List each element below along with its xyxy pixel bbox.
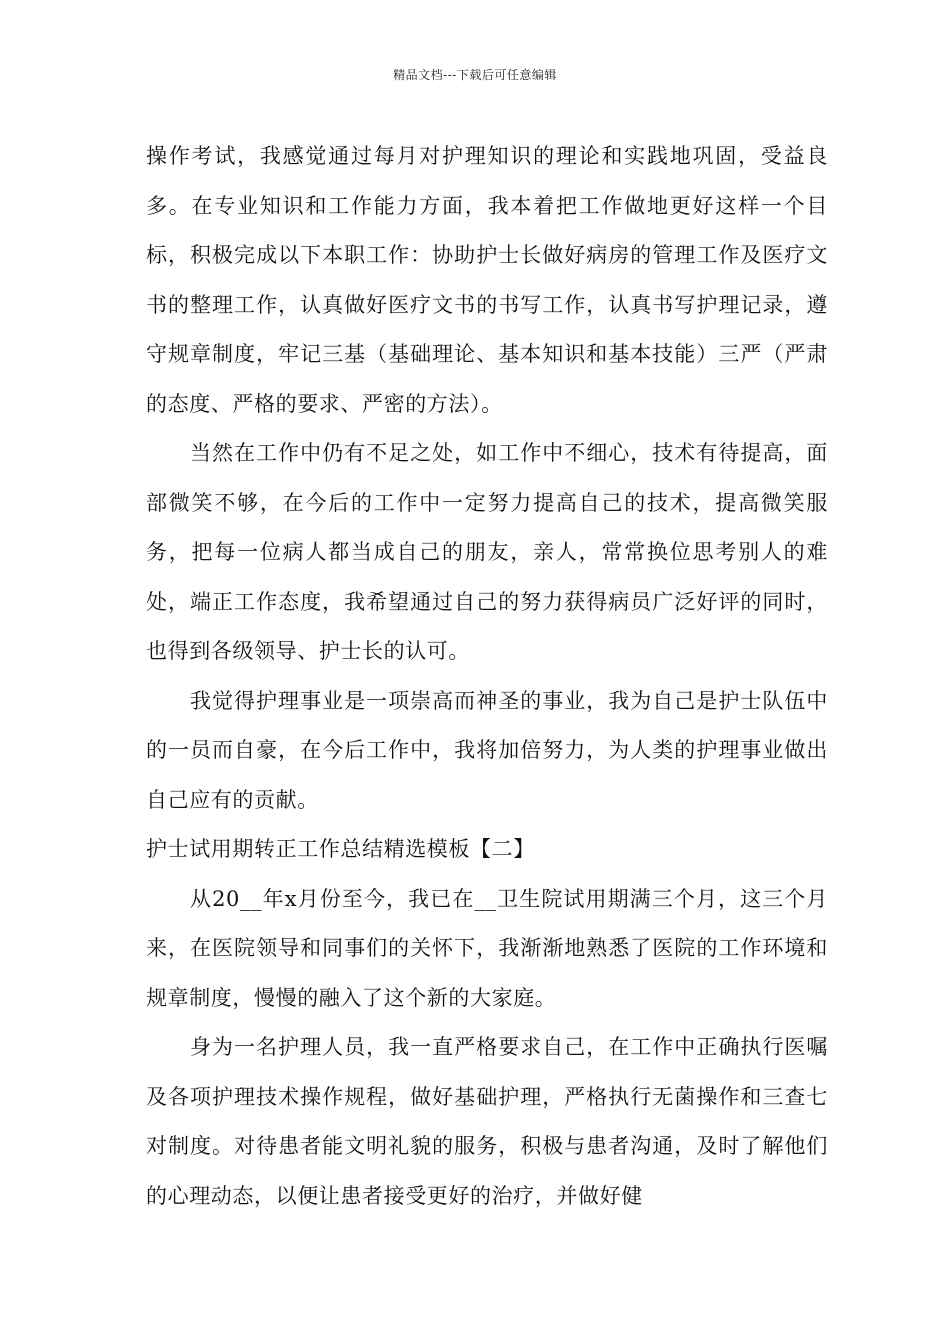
document-body: [146, 132, 828, 1221]
section-title: 护士试用期转正工作总结精选模板【二】: [146, 837, 535, 861]
paragraph-3: 我觉得护理事业是一项崇高而神圣的事业，我为自己是护士队伍中的一员而自豪，在今后工作中，我将加倍努力，为人类的护理事业做出自己应有的贡献。: [146, 688, 828, 812]
paragraph-1: 操作考试，我感觉通过每月对护理知识的理论和实践地巩固，受益良多。在专业知识和工作能力方面，我本着把工作做地更好这样一个目标，积极完成以下本职工作：协助护士长做好病房的管理工作及医疗文书的整理工作，认真做好医疗文书的书写工作，认真书写护理记录，遵守规章制度，牢记三基（基础理论、基本知识和基本技能）三严（严肃的态度、严格的要求、严密的方法）。: [146, 144, 828, 416]
paragraph-5: 身为一名护理人员，我一直严格要求自己，在工作中正确执行医嘱及各项护理技术操作规程，做好基础护理，严格执行无菌操作和三查七对制度。对待患者能文明礼貌的服务，积极与患者沟通，及时了解他们的心理动态，以便让患者接受更好的治疗，并做好健: [146, 1035, 828, 1208]
paragraph-2: 当然在工作中仍有不足之处，如工作中不细心，技术有待提高，面部微笑不够，在今后的工作中一定努力提高自己的技术，提高微笑服务，把每一位病人都当成自己的朋友，亲人，常常换位思考别人的难处，端正工作态度，我希望通过自己的努力获得病员广泛好评的同时，也得到各级领导、护士长的认可。: [146, 441, 828, 663]
page-header: 精品文档---下载后可任意编辑: [393, 68, 557, 82]
paragraph-4: 从20__年x月份至今，我已在__卫生院试用期满三个月，这三个月来，在医院领导和同事们的关怀下，我渐渐地熟悉了医院的工作环境和规章制度，慢慢的融入了这个新的大家庭。: [146, 886, 828, 1010]
